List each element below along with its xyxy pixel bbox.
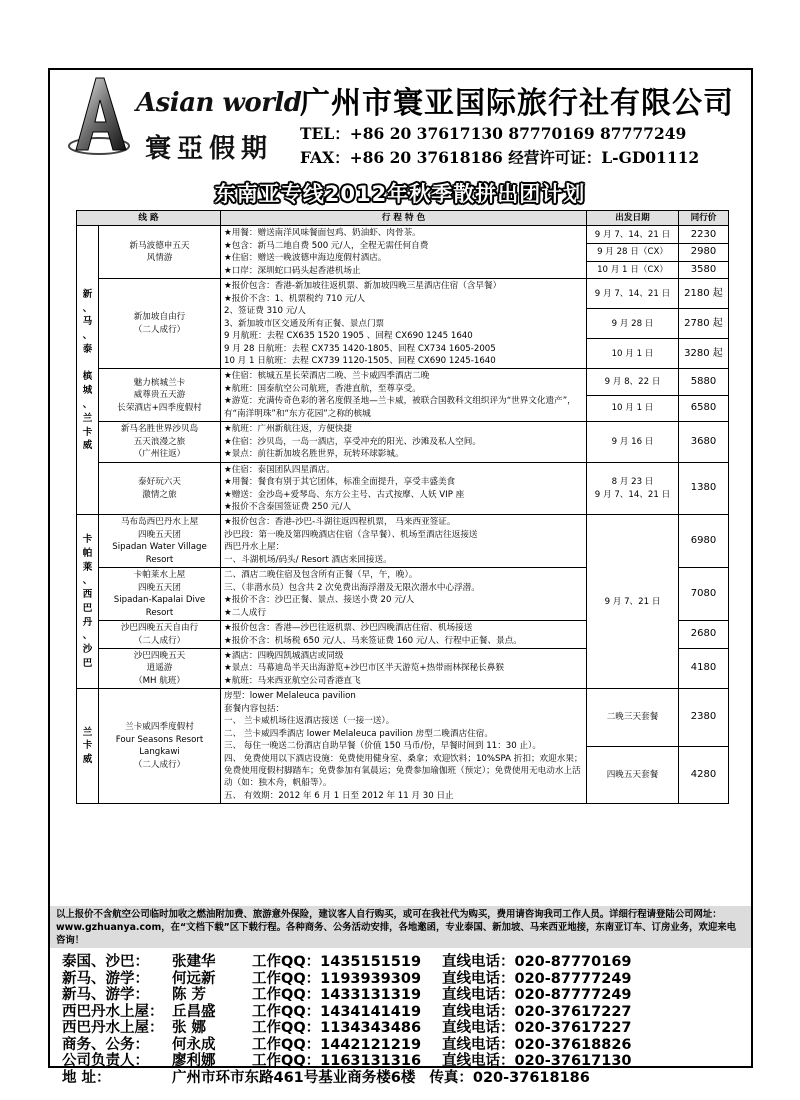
departure-date: 9 月 16 日: [587, 422, 679, 462]
address-row: [62, 1066, 742, 1086]
price: 2680: [679, 621, 729, 649]
price: 6980: [679, 515, 729, 568]
staff-phone: 直线电话：020-87770169: [442, 954, 632, 970]
itinerary: ★报价包含：香港-新加坡往返机票、新加坡四晚三星酒店住宿（含早餐） ★报价不含：1、机票税约 710 元/人 2、签证费 310 元/人 3、新加坡市区交通及所有正餐、景点门票 9 月航班：去程 CX635 1520 1905 、回程 CX690 1245 1640 9 月 28 日航班：去程 CX735 1420-1805、回程 CX734 1605-2005 10 月 1 日航班：去程 CX739 1120-1505、回程 CX690 1245-1640: [221, 279, 587, 369]
table-row: [77, 422, 729, 462]
table-row: [77, 515, 729, 568]
staff-phone: 直线电话：020-37617227: [442, 1020, 632, 1036]
price: 2180 起: [679, 279, 729, 309]
header-price: 同行价: [679, 211, 729, 226]
itinerary: ★住宿：槟城五星长荣酒店二晚、兰卡威四季酒店二晚 ★航班：国泰航空公司航班，香港直航，至尊享受。 ★游览：充满传奇色彩的著名度假圣地—兰卡威，被联合国教科文组织评为“世界文化遗产”，有“南洋明珠”和“东方花园”之称的槟城: [221, 369, 587, 422]
tel-line: TEL：+86 20 37617130 87770169 87777249: [300, 124, 687, 143]
departure-date: 9 月 7、14、21 日: [587, 279, 679, 309]
staff-name: 陈 芳: [172, 987, 207, 1003]
staff-row: [62, 1033, 742, 1053]
staff-name: 何永成: [172, 1036, 216, 1053]
staff-row: [62, 967, 742, 987]
address-label: 地 址：: [62, 1069, 111, 1086]
header-route: 线 路: [77, 211, 221, 226]
header: [50, 70, 751, 178]
staff-list: [62, 950, 742, 1086]
itinerary: ★住宿：泰国团队四星酒店。 ★用餐：餐食有别于其它团体，标准全面提升，享受丰盛美食 ★赠送：金沙岛+爱琴岛、东方公主号、古式按摩、人妖 VIP 座 ★报价不含泰国签证费 250 元/人: [221, 462, 587, 515]
table-header: [77, 211, 729, 226]
staff-row: [62, 1016, 742, 1036]
address-value: 广州市环市东路461号基业商务楼6楼: [172, 1069, 416, 1086]
itinerary: 房型：lower Melaleuca pavilion 套餐内容包括： 一、 兰卡威机场往返酒店接送（一接一送）。 二、 兰卡威四季酒店 lower Melaleuca pavilion 房型二晚酒店住宿。 三、 每住一晚送二份酒店自助早餐（价值 150 马币/份，早餐时间到 11：30 止）。 四、 免费使用以下酒店设施：免费使用健身室、桑拿；欢迎饮料；10%SPA 折扣；欢迎水果；免费使用度假村脚踏车；免费参加有氧晨运；免费参加瑜伽班（预定）；免费使用无电动水上活动（如：独木舟，帆船等）。 五、 有效期：2012 年 6 月 1 日至 2012 年 11 月 30 日止: [221, 689, 587, 804]
asian-world-logo-icon: [68, 76, 130, 158]
route-name: 新加坡自由行 （二人成行）: [99, 279, 221, 369]
staff-phone: 直线电话：020-37617227: [442, 1003, 632, 1020]
staff-dept: 西巴丹水上屋：: [62, 1003, 164, 1020]
route-name: 马布岛西巴丹水上屋 四晚五天团 Sipadan Water Village Resort: [99, 515, 221, 568]
price: 2230: [679, 226, 729, 244]
staff-dept: 泰国、沙巴：: [62, 954, 149, 970]
departure-date: 四晚五天套餐: [587, 746, 679, 804]
staff-row: [62, 983, 742, 1003]
price: 1380: [679, 462, 729, 515]
company-name: 广州市寰亚国际旅行社有限公司: [300, 86, 734, 121]
price: 2980: [679, 244, 729, 262]
flyer: [48, 68, 753, 1086]
route-name: 新马波德申五天 风情游: [99, 226, 221, 279]
staff-row: [62, 1000, 742, 1020]
departure-date: 二晚三天套餐: [587, 689, 679, 747]
price: 6580: [679, 395, 729, 421]
route-name: 卡帕莱水上屋 四晚五天团 Sipadan-Kapalai Dive Resort: [99, 568, 221, 621]
price: 2380: [679, 689, 729, 747]
route-name: 沙巴四晚五天自由行 （二人成行）: [99, 621, 221, 649]
staff-phone: 直线电话：020-37617130: [442, 1053, 632, 1069]
staff-dept: 西巴丹水上屋：: [62, 1020, 164, 1036]
header-itinerary: 行 程 特 色: [221, 211, 587, 226]
staff-dept: 新马、游学：: [62, 970, 149, 987]
staff-phone: 直线电话：020-87777249: [442, 987, 632, 1003]
staff-name: 张建华: [172, 954, 216, 970]
staff-qq: 工作QQ：1434141419: [252, 1003, 422, 1020]
staff-dept: 公司负责人：: [62, 1053, 149, 1069]
departure-date: 10 月 1 日: [587, 395, 679, 421]
fax-line: FAX：+86 20 37618186 经营许可证：L-GD01112: [300, 148, 700, 167]
region-label: 兰 卡 威: [77, 689, 99, 804]
itinerary: ★用餐：赠送南洋风味餐面包鸡、奶油虾、肉骨茶。 ★包含：新马二地自费 500 元/人，全程无需任何自费 ★住宿：赠送一晚波德申海边度假村酒店。 ★口岸：深圳蛇口码头起香港机场止: [221, 226, 587, 279]
staff-name: 何远新: [172, 970, 216, 987]
table-row: [77, 279, 729, 309]
route-name: 沙巴四晚五天 逍遥游 （MH 航班）: [99, 648, 221, 688]
staff-name: 张 娜: [172, 1020, 207, 1036]
schedule-table: [76, 210, 729, 804]
price: 4280: [679, 746, 729, 804]
banner-title: 东南亚专线2012年秋季散拼出团计划: [214, 182, 586, 206]
departure-date: 9 月 7、21 日: [587, 515, 679, 689]
price: 3680: [679, 422, 729, 462]
notice: 以上报价不含航空公司临时加收之燃油附加费、旅游意外保险，建议客人自行购买，或可在我社代为购买，费用请咨询我司工作人员。详细行程请登陆公司网址：www.gzhuanya.com，在“文档下载”区下载行程。各种商务、公务活动安排，各地邀函，专业泰国、新加坡、马来西亚地接，东南亚订车、订房业务，欢迎来电咨询！: [50, 906, 751, 948]
staff-name: 廖利娜: [172, 1053, 216, 1069]
itinerary: ★酒店：四晚四凯城酒店或同级 ★景点：马幕迪岛半天出海游览+沙巴市区半天游览+热带雨林探秘长鼻猴 ★航班：马来西亚航空公司香港直飞: [221, 648, 587, 688]
header-date: 出发日期: [587, 211, 679, 226]
region-label: 卡 帕 莱 、 西 巴 丹 、 沙 巴: [77, 515, 99, 689]
staff-qq: 工作QQ：1163131316: [252, 1053, 422, 1069]
staff-qq: 工作QQ：1193939309: [252, 970, 422, 987]
price: 5880: [679, 369, 729, 395]
staff-dept: 新马、游学：: [62, 987, 149, 1003]
brand-chinese: 寰亞假期: [145, 134, 274, 164]
staff-phone: 直线电话：020-37618826: [442, 1036, 632, 1053]
departure-date: 9 月 28 日: [587, 309, 679, 339]
itinerary: ★报价包含：香港—沙巴往返机票、沙巴四晚酒店住宿、机场接送 ★报价不含：机场税 650 元/人、马来签证费 160 元/人、行程中正餐、景点。: [221, 621, 587, 649]
itinerary: 二、酒店二晚住宿及包含所有正餐（早，午，晚）。 三、（非潜水员）包含共 2 次免费出海浮潜及无限次潜水中心浮潜。 ★报价不含：沙巴正餐、景点、接送小费 20 元/人 ★二人成行: [221, 568, 587, 621]
staff-name: 丘昌盛: [172, 1003, 216, 1020]
price: 3580: [679, 261, 729, 279]
departure-date: 10 月 1 日（CX）: [587, 261, 679, 279]
table-row: [77, 689, 729, 747]
staff-qq: 工作QQ：1433131319: [252, 987, 422, 1003]
table-row: [77, 226, 729, 244]
route-name: 泰好玩六天 激情之旅: [99, 462, 221, 515]
region-label: 新 、 马 、 泰 槟 城 、 兰 卡 威: [77, 226, 99, 515]
staff-row: [62, 1049, 742, 1069]
route-name: 新马名胜世界沙贝岛 五天浪漫之旅 （广州往返）: [99, 422, 221, 462]
price: 2780 起: [679, 309, 729, 339]
staff-qq: 工作QQ：1435151519: [252, 954, 422, 970]
route-name: 兰卡威四季度假村 Four Seasons Resort Langkawi （二人成行）: [99, 689, 221, 804]
itinerary: ★航班：广州新航往返，方便快捷 ★住宿：沙贝岛，一岛一酒店，享受冲充的阳光、沙滩及私人空间。 ★景点：前往新加坡名胜世界，玩转环球影城。: [221, 422, 587, 462]
address-fax: 传真：020-37618186: [429, 1069, 590, 1086]
departure-date: 10 月 1 日: [587, 339, 679, 369]
brand-english: Asian world: [136, 88, 302, 118]
route-name: 魅力槟城兰卡 威尊贵五天游 长荣酒店+四季度假村: [99, 369, 221, 422]
staff-qq: 工作QQ：1442121219: [252, 1036, 422, 1053]
departure-date: 9 月 8、22 日: [587, 369, 679, 395]
price: 7080: [679, 568, 729, 621]
departure-date: 9 月 7、14、21 日: [587, 226, 679, 244]
itinerary: ★报价包含：香港-沙巴-斗湖往返四程机票， 马来西亚签证。 沙巴段：第一晚及第四晚酒店住宿（含早餐）、机场至酒店往返接送 西巴丹水上屋： 一、斗湖机场/码头/ Resort 酒店来回接送。: [221, 515, 587, 568]
staff-row: [62, 950, 742, 970]
staff-phone: 直线电话：020-87777249: [442, 970, 632, 987]
table-row: [77, 369, 729, 395]
price: 3280 起: [679, 339, 729, 369]
staff-dept: 商务、公务：: [62, 1036, 149, 1053]
price: 4180: [679, 648, 729, 688]
staff-qq: 工作QQ：1134343486: [252, 1020, 422, 1036]
departure-date: 8 月 23 日 9 月 7、14、21 日: [587, 462, 679, 515]
table-row: [77, 462, 729, 515]
departure-date: 9 月 28 日（CX）: [587, 244, 679, 262]
